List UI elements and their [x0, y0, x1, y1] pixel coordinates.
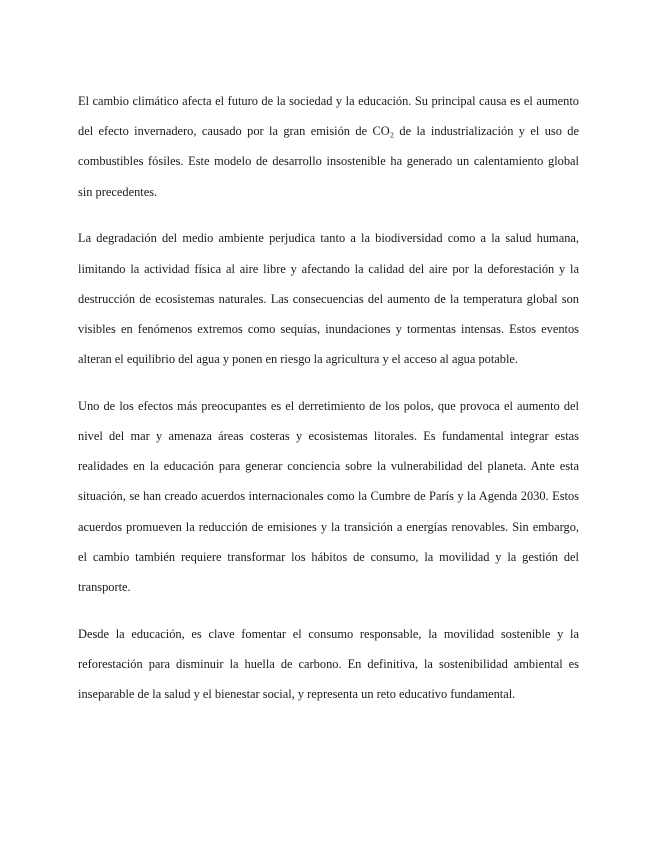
paragraph-2: La degradación del medio ambiente perjudica tanto a la biodiversidad como a la salud humana, limitando la actividad física al aire libre y afectando la calidad del aire por la deforestación y la destrucción de ecosistemas naturales. Las consecuencias del aumento de la temperatura global son visibles en fenómenos extremos como sequías, inundaciones y tormentas intensas. Estos eventos alteran el equilibrio del agua y ponen en riesgo la agricultura y el acceso al agua potable.: [78, 231, 579, 367]
paragraph-4: Desde la educación, es clave fomentar el consumo responsable, la movilidad sostenible y la reforestación para disminuir la huella de carbono. En definitiva, la sostenibilidad ambiental es inseparable de la salud y el bienestar social, y representa un reto educativo fundamental.: [78, 626, 579, 702]
paragraph-3: Uno de los efectos más preocupantes es el derretimiento de los polos, que provoca el aumento del nivel del mar y amenaza áreas costeras y ecosistemas litorales. Es fundamental integrar estas realidades en la educación para generar conciencia sobre la vulnerabilidad del planeta. Ante esta situación, se han creado acuerdos internacionales como la Cumbre de París y la Agenda 2030. Estos acuerdos promueven la reducción de emisiones y la transición a energías renovables. Sin embargo, el cambio también requiere transformar los hábitos de consumo, la movilidad y la gestión del transporte.: [78, 398, 579, 595]
paragraph-1: El cambio climático afecta el futuro de la sociedad y la educación. Su principal causa es el aumento del efecto invernadero, causado por la gran emisión de CO₂ de la industrialización y el uso de combustibles fósiles. Este modelo de desarrollo insostenible ha generado un calentamiento global sin precedentes.: [78, 94, 579, 199]
document-page: [78, 86, 579, 709]
